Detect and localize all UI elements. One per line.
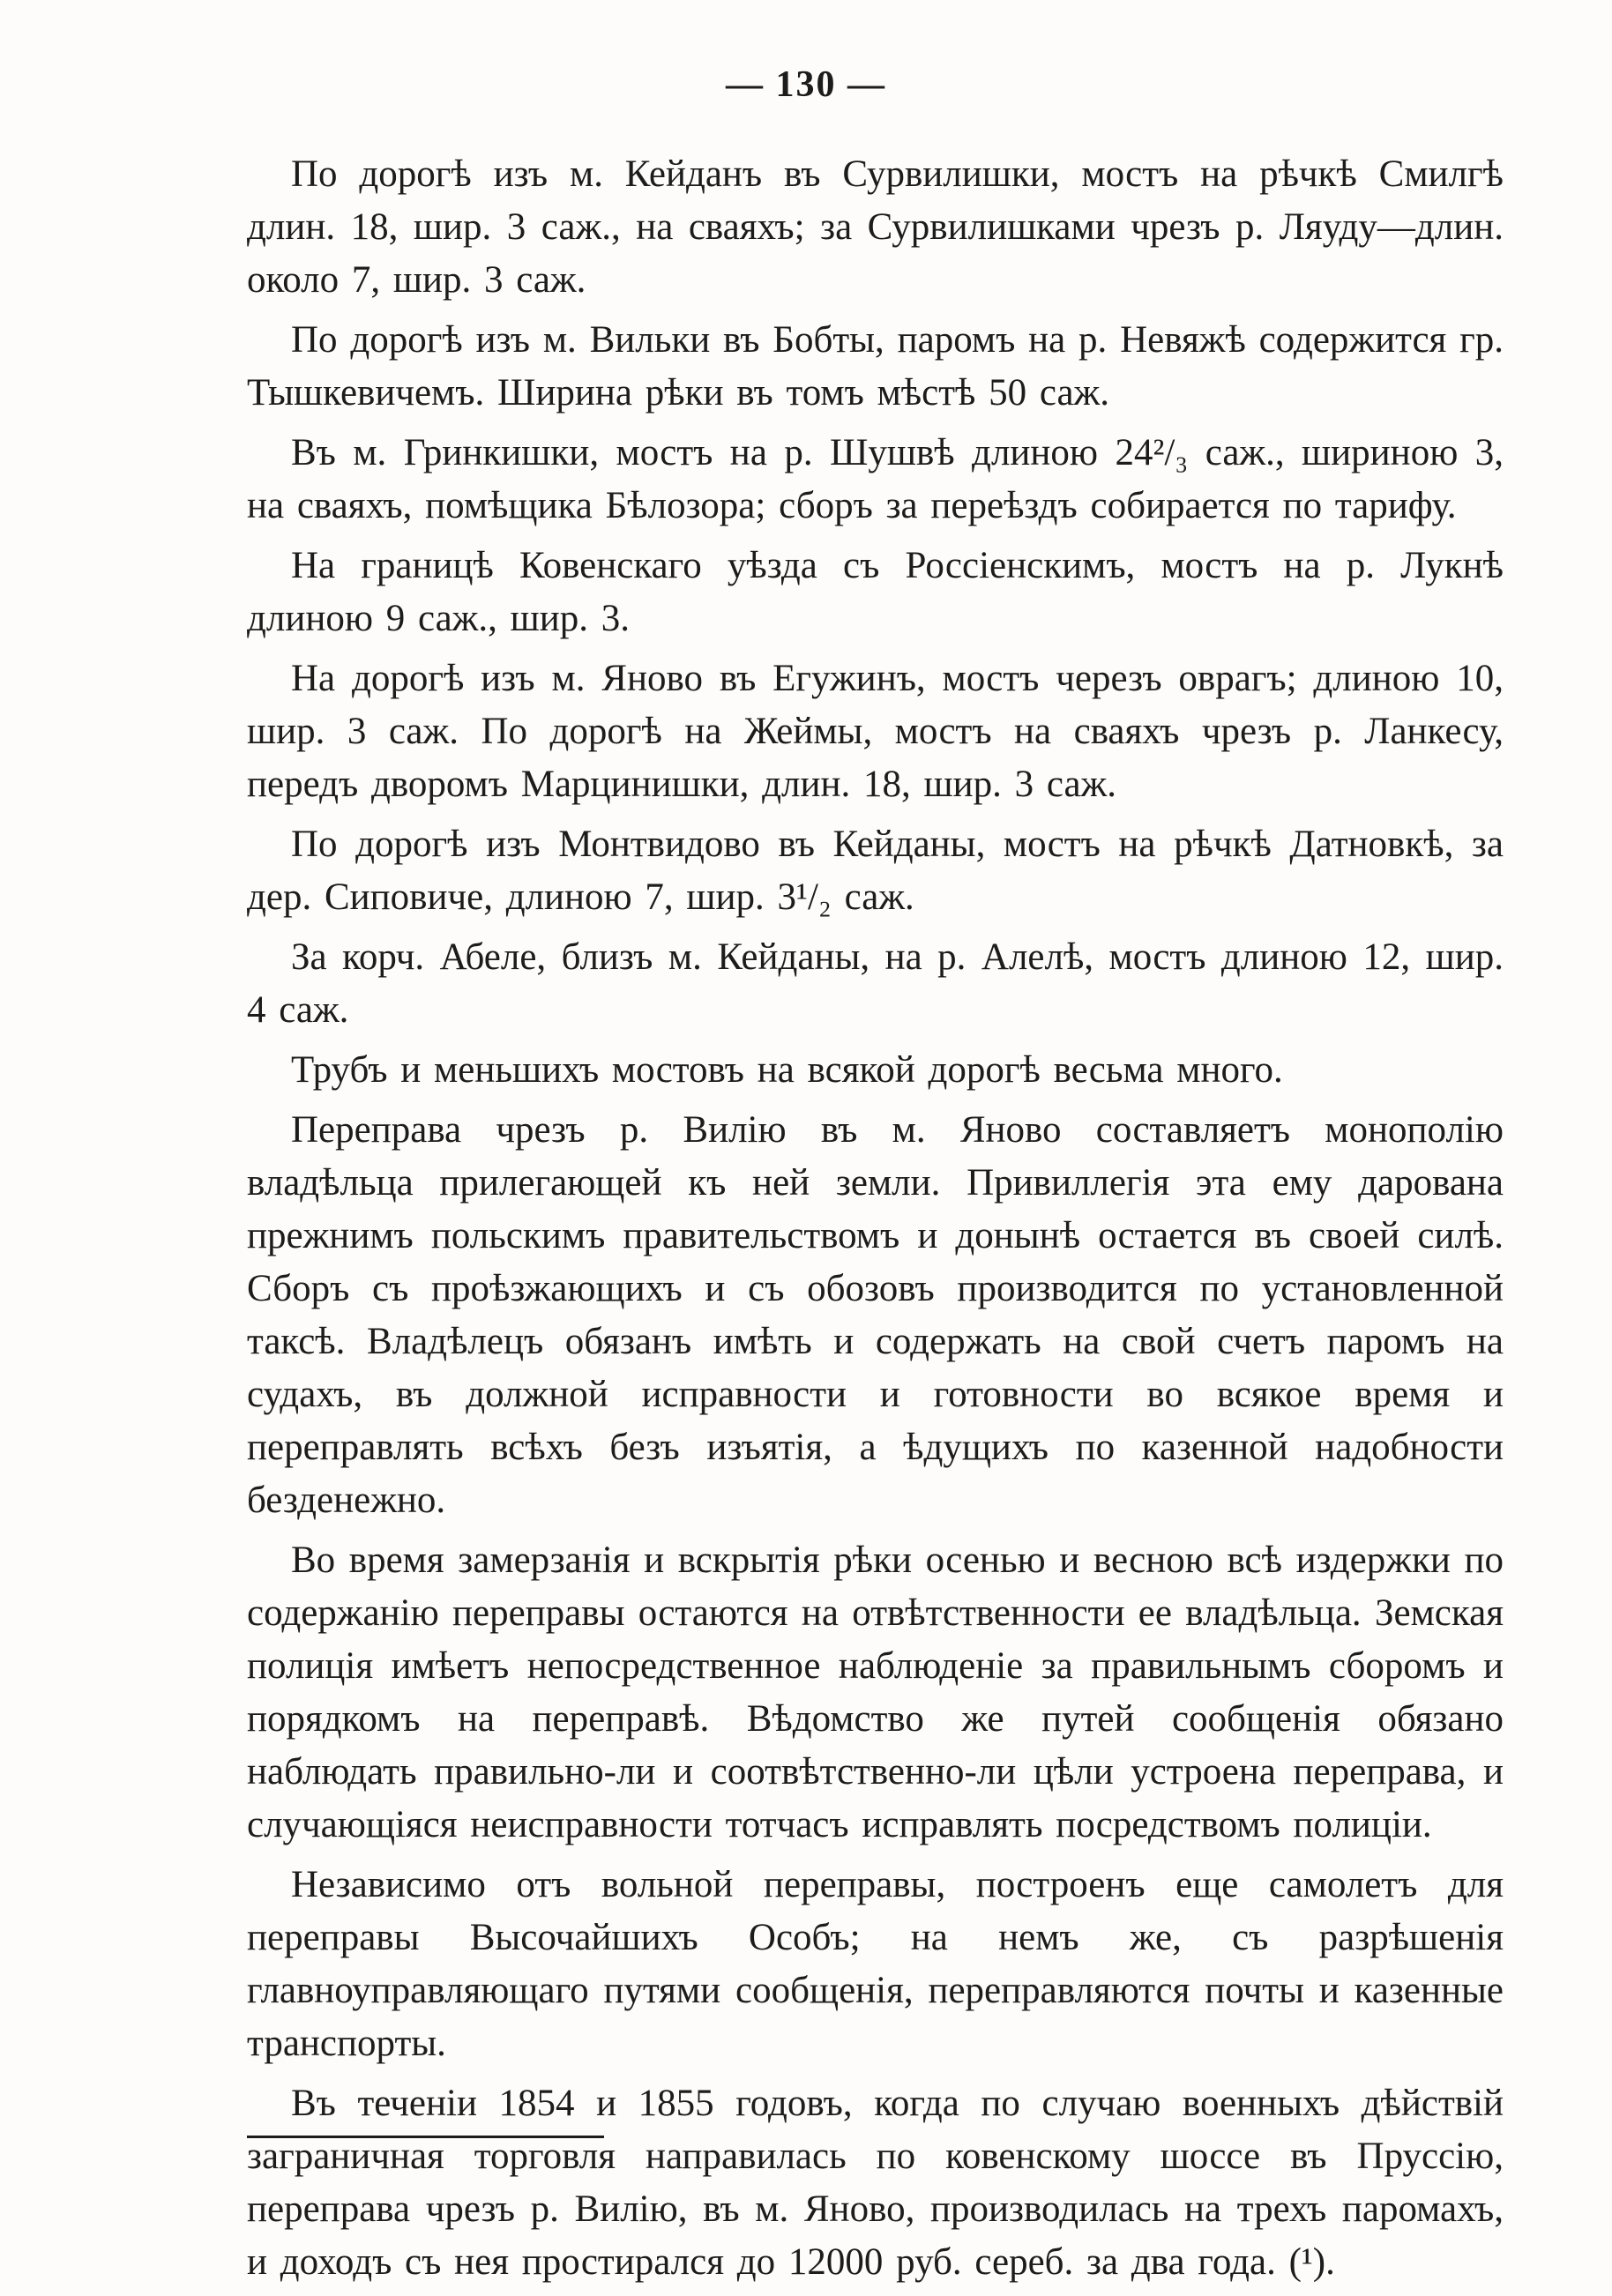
paragraph-9: Переправа чрезъ р. Вилію въ м. Яново составляетъ монополію владѣльца прилегающей къ ней земли. Привиллегія эта ему дарована прежнимъ польскимъ правительствомъ и донынѣ остается въ своей силѣ. Сборъ съ проѣзжающихъ и съ обозовъ производится по установленной таксѣ. Владѣлецъ обязанъ имѣть и содержать на свой счетъ паромъ на судахъ, въ должной исправности и готовности во всякое время и переправлять всѣхъ безъ изъятія, а ѣдущихъ по казенной надобности безденежно. (247, 1109, 1504, 1521)
body-text (247, 148, 1504, 2296)
paragraph-4: На границѣ Ковенскаго уѣзда съ Россіенскимъ, мостъ на р. Лукнѣ длиною 9 саж., шир. 3. (247, 545, 1504, 639)
paragraph-7: За корч. Абеле, близъ м. Кейданы, на р. Алелѣ, мостъ длиною 12, шир. 4 саж. (247, 936, 1504, 1031)
paragraph-11: Независимо отъ вольной переправы, построенъ еще самолетъ для переправы Высочайшихъ Особъ; на немъ же, съ разрѣшенія главноуправляющаго путями сообщенія, переправляются почты и казенные транспорты. (247, 1864, 1504, 2064)
paragraph-12: Въ теченіи 1854 и 1855 годовъ, когда по случаю военныхъ дѣйствій заграничная торговля направилась по ковенскому шоссе въ Пруссію, переправа чрезъ р. Вилію, въ м. Яново, производилась на трехъ паромахъ, и доходъ съ нея простирался до 12000 руб. сереб. за два года. (¹). (247, 2083, 1504, 2283)
page-number: — 130 — (726, 64, 886, 105)
paragraph-6: По дорогѣ изъ Монтвидово въ Кейданы, мостъ на рѣчкѣ Датновкѣ, за дер. Сиповиче, длиною 7, шир. 3¹/₂ саж. (247, 824, 1504, 918)
paragraph-8: Трубъ и меньшихъ мостовъ на всякой дорогѣ весьма много. (291, 1049, 1283, 1091)
paragraph-10: Во время замерзанія и вскрытія рѣки осенью и весною всѣ издержки по содержанію переправы остаются на отвѣтственности ее владѣльца. Земская полиція имѣетъ непосредственное наблюденіе за правильнымъ сборомъ и порядкомъ на переправѣ. Вѣдомство же путей сообщенія обязано наблюдать правильно-ли и соотвѣтственно-ли цѣли устроена переправа, и случающіяся неисправности тотчасъ исправлять посредствомъ полиціи. (247, 1539, 1504, 1845)
paragraph-5: На дорогѣ изъ м. Яново въ Егужинъ, мостъ черезъ оврагъ; длиною 10, шир. 3 саж. По дорогѣ на Жеймы, мостъ на сваяхъ чрезъ р. Ланкесу, передъ дворомъ Марцинишки, длин. 18, шир. 3 саж. (247, 658, 1504, 805)
paragraph-2: По дорогѣ изъ м. Вильки въ Бобты, паромъ на р. Невяжѣ содержится гр. Тышкевичемъ. Ширина рѣки въ томъ мѣстѣ 50 саж. (247, 319, 1504, 414)
paragraph-1: По дорогѣ изъ м. Кейданъ въ Сурвилишки, мостъ на рѣчкѣ Смилгѣ длин. 18, шир. 3 саж., на сваяхъ; за Сурвилишками чрезъ р. Ляуду—длин. около 7, шир. 3 саж. (247, 153, 1504, 301)
footnote-rule (247, 2136, 604, 2138)
paragraph-3: Въ м. Гринкишки, мостъ на р. Шушвѣ длиною 24²/₃ саж., шириною 3, на сваяхъ, помѣщика Бѣлозора; сборъ за переѣздъ собирается по тарифу. (247, 432, 1504, 526)
